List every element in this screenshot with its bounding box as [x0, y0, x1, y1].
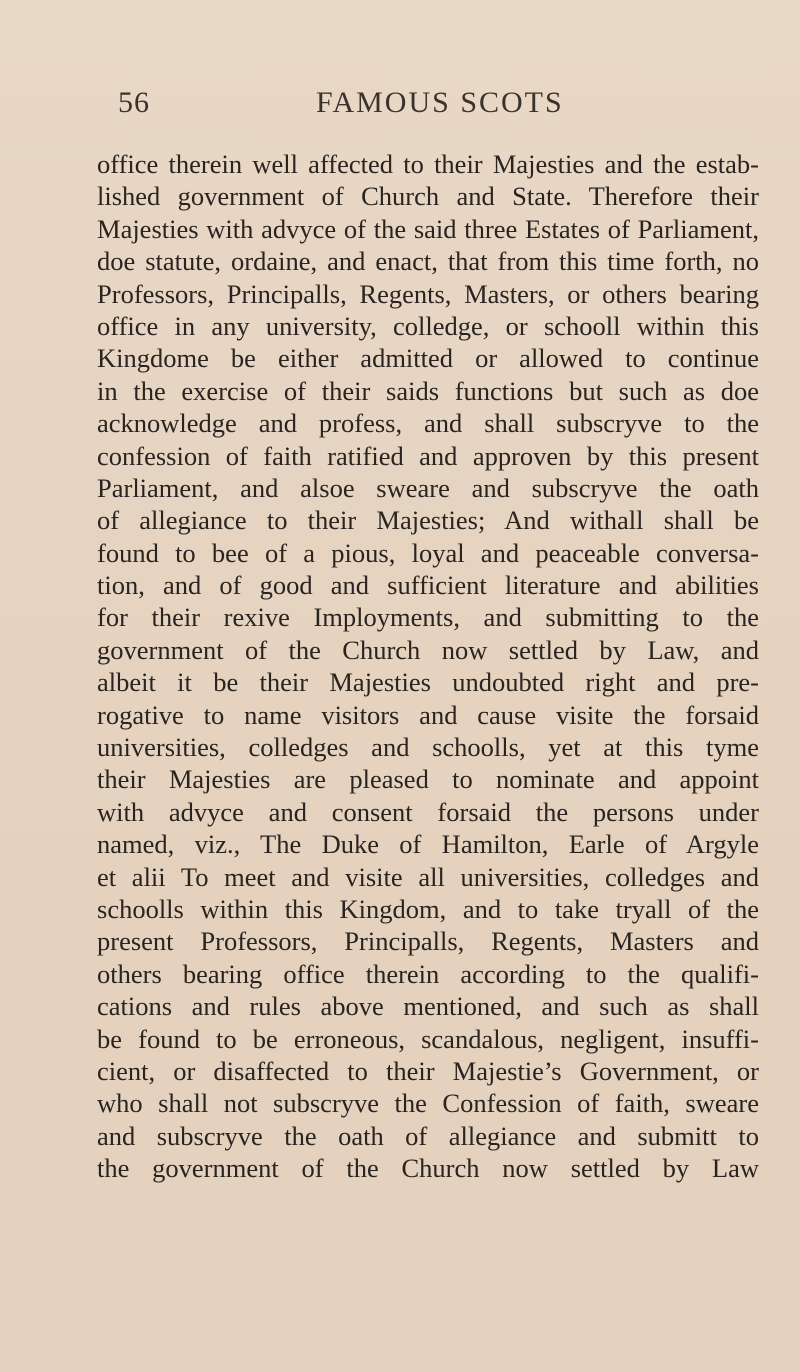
text-line: the government of the Church now settled by Law [97, 1153, 759, 1184]
page-number: 56 [118, 86, 150, 119]
text-line: acknowledge and profess, and shall subscryve to the [97, 408, 759, 439]
body-text [97, 148, 759, 1185]
text-line: doe statute, ordaine, and enact, that from this time forth, no [97, 246, 759, 277]
text-line: rogative to name visitors and cause visite the forsaid [97, 699, 759, 730]
text-line: Majesties with advyce of the said three Estates of Parliament, [97, 213, 759, 244]
text-line: et alii To meet and visite all universities, colledges and [97, 861, 759, 892]
text-line: cient, or disaffected to their Majestie’s Government, or [97, 1055, 759, 1086]
text-line: others bearing office therein according to the qualifi- [97, 958, 759, 989]
text-line: with advyce and consent forsaid the persons under [97, 796, 759, 827]
text-line: in the exercise of their saids functions but such as doe [97, 375, 759, 406]
text-line: present Professors, Principalls, Regents, Masters and [97, 926, 759, 957]
text-line: found to bee of a pious, loyal and peaceable conversa- [97, 537, 759, 568]
text-line: who shall not subscryve the Confession of faith, sweare [97, 1088, 759, 1119]
text-line: and subscryve the oath of allegiance and submitt to [97, 1120, 759, 1151]
running-title: FAMOUS SCOTS [316, 86, 564, 119]
text-line: for their rexive Imployments, and submitting to the [97, 602, 759, 633]
text-line: albeit it be their Majesties undoubted right and pre- [97, 667, 759, 698]
text-line: Kingdome be either admitted or allowed to continue [97, 343, 759, 374]
text-line: office therein well affected to their Majesties and the estab- [97, 149, 759, 179]
text-line: government of the Church now settled by Law, and [97, 634, 759, 665]
text-line: Professors, Principalls, Regents, Masters, or others bearing [97, 278, 759, 309]
text-line: their Majesties are pleased to nominate and appoint [97, 764, 759, 795]
text-line: named, viz., The Duke of Hamilton, Earle of Argyle [97, 829, 759, 860]
text-line: cations and rules above mentioned, and such as shall [97, 991, 759, 1022]
text-line: tion, and of good and sufficient literature and abilities [97, 570, 759, 601]
text-line: of allegiance to their Majesties; And withall shall be [97, 505, 759, 536]
text-line: confession of faith ratified and approven by this present [97, 440, 759, 471]
text-line: universities, colledges and schoolls, yet at this tyme [97, 732, 759, 763]
text-line: schoolls within this Kingdom, and to take tryall of the [97, 893, 759, 924]
text-line: lished government of Church and State. Therefore their [97, 181, 759, 212]
text-line: office in any university, colledge, or schooll within this [97, 310, 759, 341]
text-line: Parliament, and alsoe sweare and subscryve the oath [97, 472, 759, 503]
text-line: be found to be erroneous, scandalous, negligent, insuffi- [97, 1023, 759, 1054]
running-head [0, 86, 800, 126]
